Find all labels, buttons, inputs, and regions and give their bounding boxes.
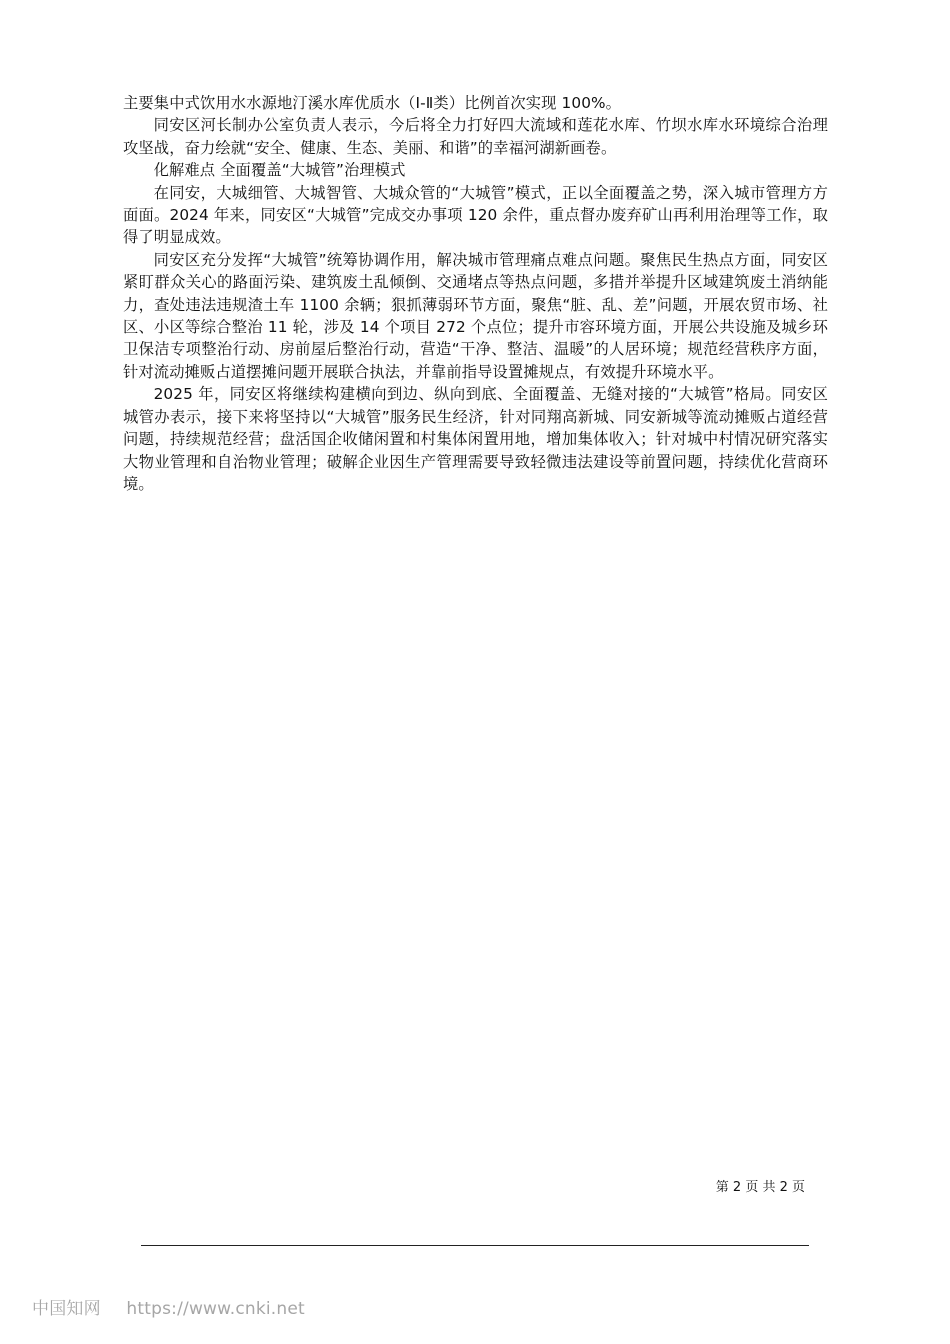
- paragraph-continuation: 主要集中式饮用水水源地汀溪水库优质水（Ⅰ-Ⅱ类）比例首次实现 100%。: [123, 94, 622, 112]
- paragraph-river-chief: 同安区河长制办公室负责人表示，今后将全力打好四大流域和莲花水库、竹坝水库水环境综合治理攻坚战，奋力绘就“安全、健康、生态、美丽、和谐”的幸福河湖新画卷。: [123, 116, 828, 157]
- watermark-brand: 中国知网: [32, 1299, 101, 1319]
- paragraph-2025-plan: 2025 年，同安区将继续构建横向到边、纵向到底、全面覆盖、无缝对接的“大城管”格局。同安区城管办表示，接下来将坚持以“大城管”服务民生经济，针对同翔高新城、同安新城等流动摊贩占道经营问题，持续规范经营；盘活国企收储闲置和村集体闲置用地，增加集体收入；针对城中村情况研究落实大物业管理和自治物业管理；破解企业因生产管理需要导致轻微违法建设等前置问题，持续优化营商环境。: [123, 385, 828, 493]
- paragraph-coordination: 同安区充分发挥“大城管”统筹协调作用，解决城市管理痛点难点问题。聚焦民生热点方面，同安区紧盯群众关心的路面污染、建筑废土乱倾倒、交通堵点等热点问题，多措并举提升区域建筑废土消纳能力，查处违法违规渣土车 1100 余辆；狠抓薄弱环节方面，聚焦“脏、乱、差”问题，开展农贸市场、社区、小区等综合整治 11 轮，涉及 14 个项目 272 个点位；提升市容环境方面，开展公共设施及城乡环卫保洁专项整治行动、房前屋后整治行动，营造“干净、整洁、温暖”的人居环境；规范经营秩序方面，针对流动摊贩占道摆摊问题开展联合执法，并靠前指导设置摊规点，有效提升环境水平。: [123, 250, 828, 381]
- article-body: [123, 92, 828, 495]
- paragraph-city-management-model: 在同安，大城细管、大城智管、大城众管的“大城管”模式，正以全面覆盖之势，深入城市管理方方面面。2024 年来，同安区“大城管”完成交办事项 120 余件，重点督办废弃矿山再利用治理等工作，取得了明显成效。: [123, 183, 828, 247]
- watermark-url[interactable]: https://www.cnki.net: [126, 1299, 305, 1319]
- section-heading: 化解难点 全面覆盖“大城管”治理模式: [153, 161, 406, 180]
- watermark: [32, 1294, 305, 1319]
- page-number: 第 2 页 共 2 页: [715, 1180, 805, 1195]
- footer-divider: [141, 1245, 809, 1246]
